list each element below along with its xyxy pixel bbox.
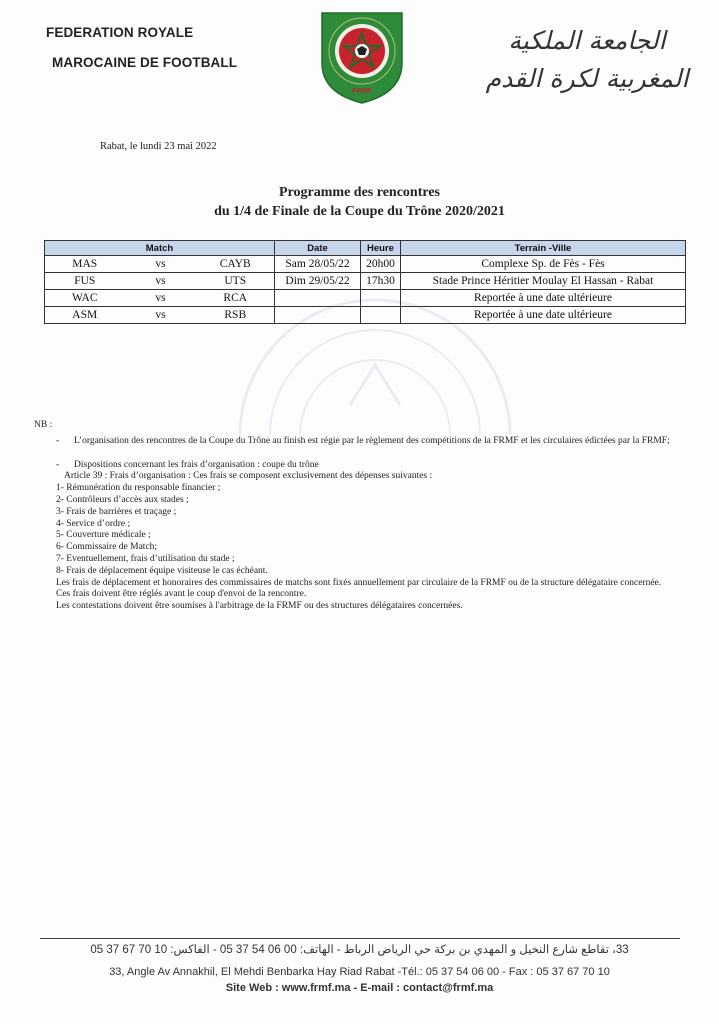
note-bullet-text: Dispositions concernant les frais d’organisation : coupe du trône bbox=[74, 459, 319, 470]
title-line1: Programme des rencontres bbox=[279, 185, 440, 200]
footer-address-french: 33, Angle Av Annakhil, El Mehdi Benbarka Hay Riad Rabat -Tél.: 05 37 54 06 00 - Fax : 05 37 67 70 10 bbox=[109, 966, 610, 978]
list-item: 6- Commissaire de Match; bbox=[56, 542, 158, 553]
match-time: 17h30 bbox=[361, 273, 401, 290]
list-item: 7- Eventuellement, frais d’utilisation du stade ; bbox=[56, 553, 235, 564]
away-team: RSB bbox=[197, 307, 275, 324]
match-venue: Reportée à une date ultérieure bbox=[401, 307, 686, 324]
document-title bbox=[0, 183, 719, 221]
list-item: 1- Rémunération du responsable financier ; bbox=[56, 483, 221, 494]
home-team: ASM bbox=[45, 307, 125, 324]
list-item: 4- Service d’ordre ; bbox=[56, 518, 131, 529]
frmf-logo bbox=[316, 5, 408, 105]
title-line2: du 1/4 de Finale de la Coupe du Trône 2020/2021 bbox=[214, 204, 505, 219]
match-date: Sam 28/05/22 bbox=[275, 256, 361, 273]
match-time: 20h00 bbox=[361, 256, 401, 273]
away-team: RCA bbox=[197, 290, 275, 307]
match-venue: Stade Prince Héritier Moulay El Hassan - Rabat bbox=[401, 273, 686, 290]
match-venue: Reportée à une date ultérieure bbox=[401, 290, 686, 307]
vs-label: vs bbox=[125, 273, 197, 290]
header-match: Match bbox=[45, 241, 275, 256]
vs-label: vs bbox=[125, 290, 197, 307]
match-date bbox=[275, 290, 361, 307]
org-name-fr-line1: FEDERATION ROYALE bbox=[46, 25, 194, 40]
logo-frmf-text: FRMF bbox=[352, 88, 372, 95]
match-time bbox=[361, 290, 401, 307]
match-date bbox=[275, 307, 361, 324]
note-paragraph: Les frais de déplacement et honoraires des commissaires de matchs sont fixés annuellement par circulaire de la FRMF ou de la structure délégataire concernée. Ces frais doivent être réglés avant le coup d'envoi de la rencontre. bbox=[56, 577, 662, 600]
list-item: 2- Contrôleurs d’accès aux stades ; bbox=[56, 494, 189, 505]
home-team: FUS bbox=[45, 273, 125, 290]
header-heure: Heure bbox=[361, 241, 401, 256]
table-header-row bbox=[45, 241, 686, 256]
list-item: 3- Frais de barrières et traçage ; bbox=[56, 506, 177, 517]
note-bullet-text: L’organisation des rencontres de la Coupe du Trône au finish est régie par le règlement des compétitions de la FRMF et les circulaires édictées par la FRMF; bbox=[74, 435, 670, 446]
org-name-ar-line2: المغربية لكرة القدم bbox=[485, 64, 689, 93]
footer-divider bbox=[40, 938, 680, 939]
match-schedule-table bbox=[44, 240, 686, 324]
list-item: 8- Frais de déplacement équipe visiteuse le cas échéant. bbox=[56, 565, 268, 576]
document-date: Rabat, le lundi 23 mai 2022 bbox=[100, 141, 217, 152]
vs-label: vs bbox=[125, 307, 197, 324]
table-row bbox=[45, 290, 686, 307]
away-team: CAYB bbox=[197, 256, 275, 273]
table-row bbox=[45, 256, 686, 273]
away-team: UTS bbox=[197, 273, 275, 290]
bullet-dash: - bbox=[56, 435, 60, 446]
match-date: Dim 29/05/22 bbox=[275, 273, 361, 290]
notes-section bbox=[34, 420, 674, 613]
note-paragraph: Les contestations doivent être soumises à l'arbitrage de la FRMF ou des structures délégataires concernées. bbox=[56, 601, 463, 612]
table-row bbox=[45, 273, 686, 290]
list-item: 5- Couverture médicale ; bbox=[56, 530, 151, 541]
note-bullet bbox=[34, 436, 674, 448]
note-bullet bbox=[34, 460, 674, 472]
match-venue: Complexe Sp. de Fès - Fès bbox=[401, 256, 686, 273]
home-team: MAS bbox=[45, 256, 125, 273]
footer-contact: Site Web : www.frmf.ma - E-mail : contact@frmf.ma bbox=[225, 982, 494, 994]
footer-address-arabic: 33، تقاطع شارع النخيل و المهدي بن بركة حي الرياض الرباط - الهاتف: 00 06 54 37 05 - الفاكس: 10 70 67 37 05 bbox=[90, 944, 629, 956]
match-time bbox=[361, 307, 401, 324]
header-terrain: Terrain -Ville bbox=[401, 241, 686, 256]
org-name-arabic bbox=[478, 22, 696, 98]
bullet-dash: - bbox=[56, 459, 60, 470]
header-date: Date bbox=[275, 241, 361, 256]
notes-nb-label: NB : bbox=[34, 420, 53, 430]
home-team: WAC bbox=[45, 290, 125, 307]
table-row bbox=[45, 307, 686, 324]
vs-label: vs bbox=[125, 256, 197, 273]
org-name-fr-line2: MAROCAINE DE FOOTBALL bbox=[52, 55, 238, 70]
org-name-french bbox=[46, 18, 237, 78]
org-name-ar-line1: الجامعة الملكية bbox=[508, 26, 666, 55]
article-heading: Article 39 : Frais d’organisation : Ces frais se composent exclusivement des dépenses suivantes : bbox=[64, 471, 433, 482]
